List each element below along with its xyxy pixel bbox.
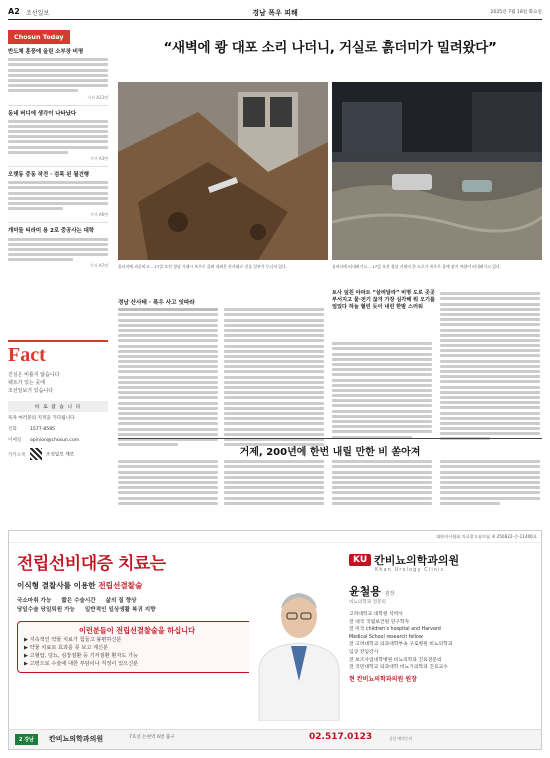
- fact-line: 팩트가 있는 곳에: [8, 380, 45, 386]
- page-number: A2: [8, 7, 20, 16]
- newspaper-name: 조선일보: [26, 10, 50, 17]
- fact-title: Fact: [8, 344, 46, 366]
- sidebar-item[interactable]: [8, 111, 108, 163]
- sidebar-item-ref: 기사 A7면: [89, 263, 108, 269]
- ad-candidate-box: 이런분들이 전립선결찰술을 하십니다 ▶ 지속적인 약물 치료가 힘들고 불편하신분 ▶ 약물 치료로 효과를 못 보고 계신분 ▶ 고혈압, 당뇨, 심장질환 등 기저질환 환자도 가능 ▶ 고령으로 수술에 대한 부담이나 걱정이 있으신분: [17, 621, 257, 673]
- sidebar-item-title: 동네 버디에 생각이 나타났다: [8, 110, 77, 117]
- section-title: 경남 폭우 피해: [252, 9, 298, 17]
- photo-caption-right: 물바다에 떠내려가고… 17일 오전 경남 거제의 한 도로가 폭우로 물에 잠겨 차량이 떠내려가고 있다.: [332, 264, 501, 269]
- secondary-headline: 거제, 200년에 한번 내릴 만한 비 쏟아져: [118, 438, 542, 458]
- correction-label: 바 로 잡 습 니 다: [8, 401, 108, 412]
- ad-box-item: 지속적인 약물 치료가 힘들고 불편하신분: [29, 637, 122, 643]
- kakao-label: 카카오톡: [8, 452, 26, 458]
- footer-phone-label: 상담·예약문의: [389, 736, 413, 741]
- sidebar-item-ref: 기사 A23면: [87, 94, 108, 100]
- photo-area: [118, 82, 542, 260]
- ad-box-item: 고혈압, 당뇨, 심장질환 등 기저질환 환자도 가능: [29, 653, 139, 659]
- article-column: [440, 290, 540, 443]
- footer-phone[interactable]: 02.517.0123: [309, 732, 373, 742]
- credential-line: 전 대국 국립보건원 연구학자: [349, 619, 410, 625]
- sidebar-item[interactable]: [8, 172, 108, 218]
- credential-line: 전 고려대학교 의과대학부속 구로병원 비뇨의학과: [349, 642, 453, 648]
- article-column: [332, 458, 432, 507]
- sidebar-item-title: 오랫동 중동 작전 · 검목 된 될건행: [8, 172, 90, 178]
- issue-date: 2025년 7월 18일 화요일: [490, 10, 542, 15]
- clinic-english-name: Khan Urology Clinic: [375, 568, 445, 573]
- fact-notice: 독자 여러분의 지적을 기다립니다: [8, 416, 75, 421]
- credential-line: 전 보조사업대학병원 비뇨의학과 진료전문의: [349, 657, 442, 663]
- sidebar-item-ref: 기사 A6면: [89, 212, 108, 218]
- ad-copy: [17, 549, 257, 699]
- credential-line: 임상 전임강사: [349, 649, 379, 655]
- clinic-advertisement[interactable]: [8, 530, 542, 750]
- page-header: [8, 6, 542, 20]
- quote-box: 토사 덮친 아파트 “살려달라” 비명 도로 곳곳 부서지고 물·전기 끊겨 가장 심각해 뭐 오기를 엄었다 하늘 혈린 듯이 내린 한밤 스러워: [332, 290, 436, 310]
- photo-caption-left: 흙더미에 파묻히고… 17일 오전 경남 거제시 폭우로 쓸려 내려온 산사태로 건물 일부가 무너져 있다.: [118, 264, 287, 269]
- credential-line: 전 미국 children's hospital and Harvard: [349, 627, 441, 633]
- email-address[interactable]: opinion@chosun.com: [30, 438, 80, 443]
- credential-line: Medical School research fellow: [349, 634, 423, 640]
- current-position: 현 칸비뇨의학과의원 원장: [349, 675, 417, 683]
- doctor-name: 윤철용: [349, 585, 381, 598]
- footer-clinic-name: 칸비뇨의학과의원: [49, 735, 104, 743]
- fact-line: 진실은 비틀지 않습니다: [8, 372, 60, 378]
- district-badge: 2 강남: [15, 734, 38, 745]
- email-label: 이메일: [8, 438, 22, 443]
- ad-feature: 당일수술 당일퇴원 가능: [17, 607, 75, 613]
- article-column: [118, 458, 218, 507]
- fact-line: 조선일보가 있습니다: [8, 388, 54, 394]
- ad-footer: [9, 729, 542, 749]
- credential-line: 고려대학교 대학원 석박사: [349, 612, 404, 617]
- article-column: [118, 306, 218, 448]
- clinic-info: [349, 549, 535, 719]
- ad-subtitle-emphasis: 전립선결찰술: [98, 581, 143, 590]
- article-column: [224, 458, 324, 507]
- clinic-logo-badge: KU: [349, 554, 371, 566]
- ad-feature: 일반적인 일상생활 복귀 지향: [84, 607, 156, 613]
- ad-feature: 국소마취 가능: [17, 598, 52, 604]
- phone-number[interactable]: 1577-8585: [30, 427, 56, 432]
- ad-approval-notice: 대한의사협회 의료광고심의필 제 250822-중-11406호: [9, 531, 542, 543]
- footer-directions: 7호선 논현역 6번 출구: [129, 735, 175, 740]
- main-headline: “새벽에 쾅 대포 소리 나더니, 거실로 흙더미가 밀려왔다”: [163, 40, 497, 56]
- phone-label: 전화: [8, 427, 17, 432]
- sidebar-item-title: 반도체 훈풍에 올린 소부장 비명: [8, 49, 84, 55]
- sidebar-item[interactable]: [8, 49, 108, 101]
- ad-box-item: 고령으로 수술에 대한 부담이나 걱정이 있으신분: [29, 661, 139, 667]
- chosun-today-badge: Chosun Today: [8, 30, 70, 44]
- ad-title: 전립선비대증 치료는: [17, 554, 166, 574]
- flood-photo: [332, 82, 542, 260]
- article-column: [440, 458, 540, 507]
- ad-feature: 짧은 수술시간: [61, 598, 96, 604]
- doctor-title: 원장: [384, 591, 395, 597]
- clinic-name: 칸비뇨의학과의원: [374, 553, 460, 567]
- sidebar-item-ref: 기사 A3면: [89, 156, 108, 161]
- ad-subtitle-pre: 이식형 결찰사를 이용한: [17, 581, 96, 590]
- ad-box-title: 이런분들이 전립선결찰술을 하십니다: [78, 626, 196, 635]
- sidebar-item[interactable]: [8, 228, 108, 269]
- landslide-photo: [118, 82, 328, 260]
- kakao-channel[interactable]: 조선일보 제보: [46, 452, 75, 458]
- credential-line: 전 국민대학교 의과대학 비뇨기의학과 진료교수: [349, 665, 448, 671]
- doctor-specialty: 비뇨의학과 전문의: [349, 600, 386, 605]
- qr-code-icon[interactable]: [30, 448, 42, 460]
- sidebar-item-title: 개미들 티라미 용 2로 중공사는 대학: [8, 228, 95, 235]
- article-column: [224, 306, 324, 448]
- article-subhead: 경남 산사태 · 폭우 사고 잇따라: [118, 300, 195, 306]
- ad-feature: 삶의 질 향상: [105, 598, 137, 604]
- article-column: [332, 340, 432, 441]
- ad-box-item: 약물 치료로 효과를 못 보고 계신분: [29, 645, 109, 651]
- doctor-photo: [249, 551, 349, 721]
